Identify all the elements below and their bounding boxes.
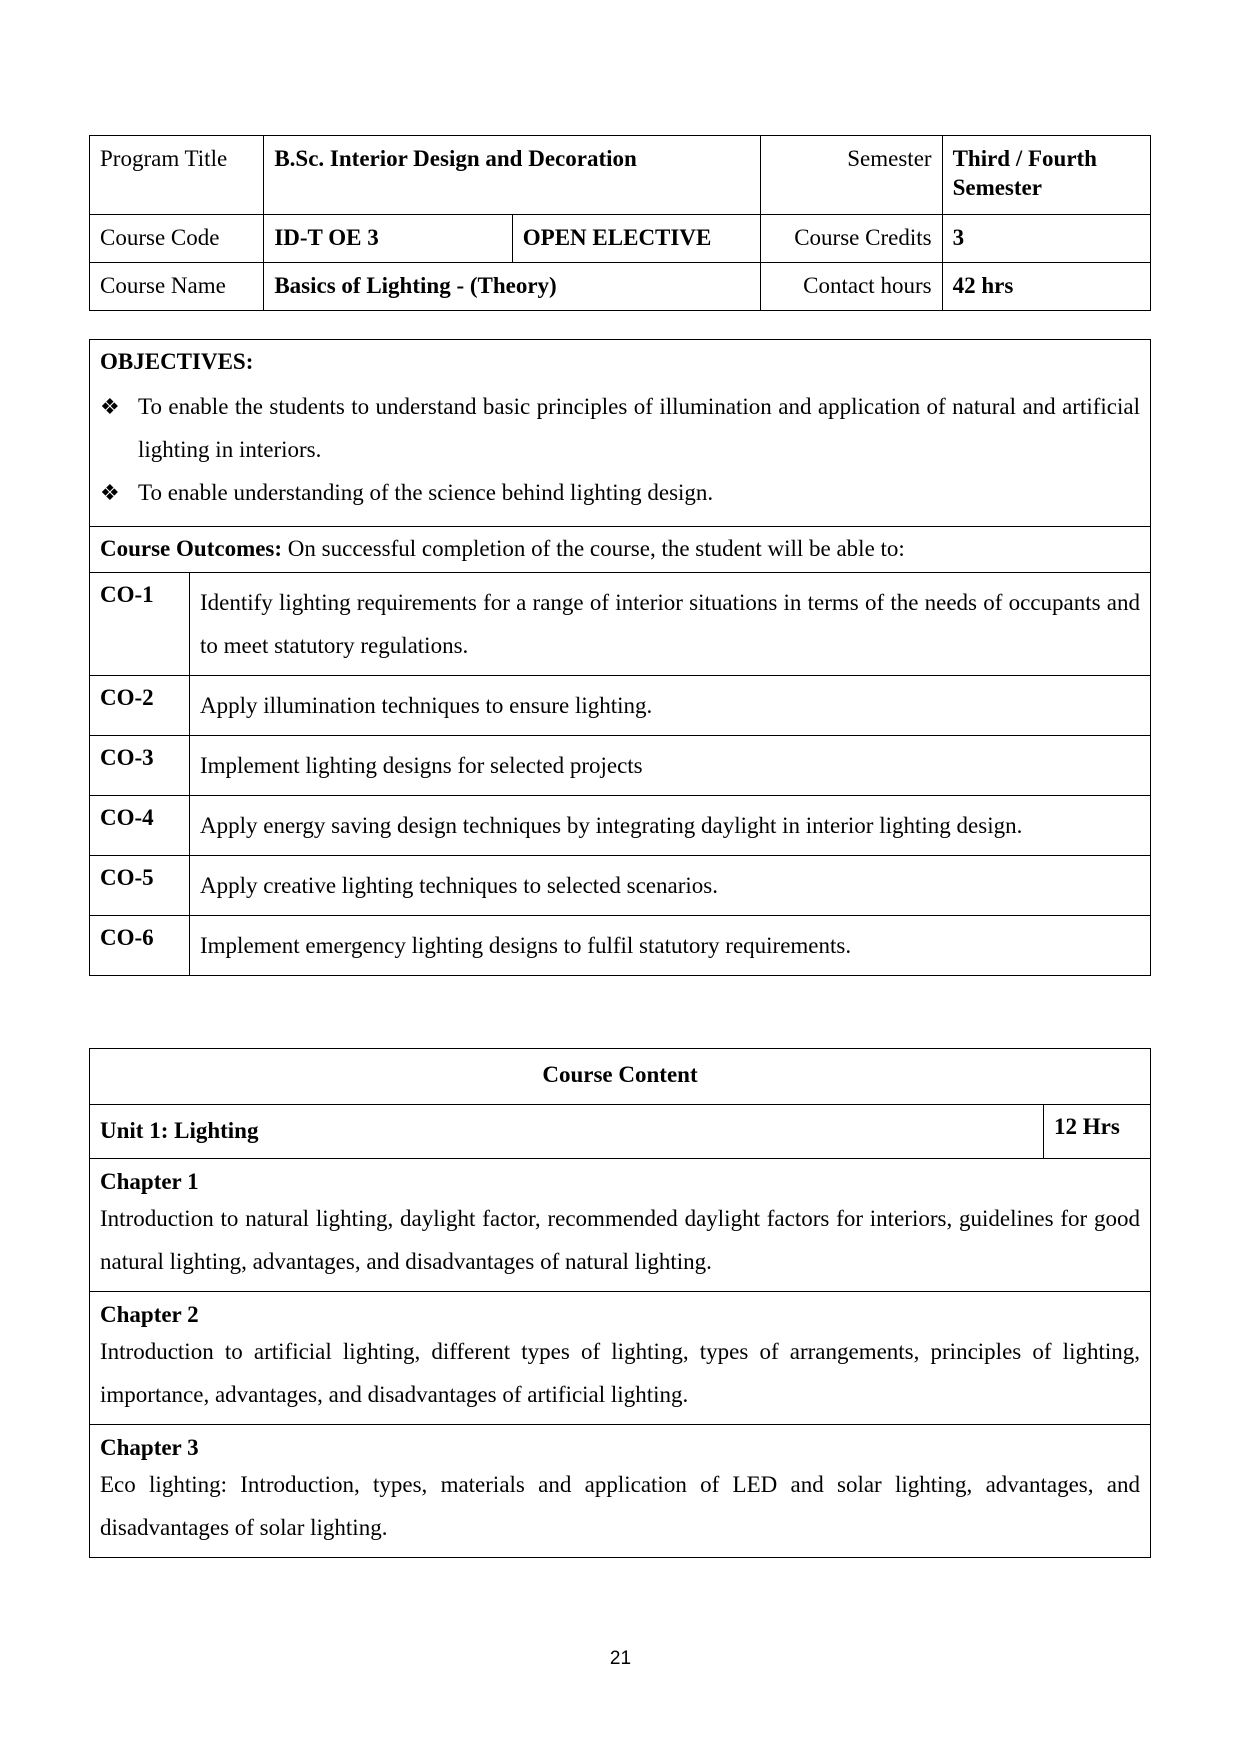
objectives-list xyxy=(100,385,1140,514)
chapter-title: Chapter 2 xyxy=(100,1301,199,1327)
contact-hours-label: Contact hours xyxy=(761,262,942,310)
outcome-row xyxy=(90,572,1151,675)
outcome-text: Apply energy saving design techniques by integrating daylight in interior lighting design. xyxy=(190,795,1151,855)
outcome-text: Apply illumination techniques to ensure lighting. xyxy=(190,675,1151,735)
chapter-title: Chapter 1 xyxy=(100,1168,199,1194)
chapter-text: Introduction to artificial lighting, different types of lighting, types of arrangements, principles of lighting, importance, advantages, and disadvantages of artificial lighting. xyxy=(100,1338,1140,1407)
chapter-cell xyxy=(90,1158,1151,1291)
outcome-row xyxy=(90,915,1151,975)
objectives-title: OBJECTIVES: xyxy=(100,349,254,374)
objectives-row xyxy=(90,340,1151,527)
program-title-row xyxy=(90,136,1151,215)
content-title-row xyxy=(90,1049,1151,1105)
outcomes-label: Course Outcomes: xyxy=(100,535,283,561)
outcome-row xyxy=(90,795,1151,855)
course-name-label: Course Name xyxy=(90,262,264,310)
course-name-value: Basics of Lighting - (Theory) xyxy=(264,262,761,310)
course-type: OPEN ELECTIVE xyxy=(512,215,760,263)
objective-text: To enable the students to understand basic principles of illumination and application of natural and artificial lighting in interiors. xyxy=(138,393,1140,462)
course-code-row xyxy=(90,215,1151,263)
outcome-row xyxy=(90,735,1151,795)
program-title-label: Program Title xyxy=(90,136,264,215)
page-number: 21 xyxy=(609,1648,632,1669)
outcome-row xyxy=(90,855,1151,915)
chapter-cell xyxy=(90,1424,1151,1557)
chapter-title: Chapter 3 xyxy=(100,1434,199,1460)
course-name-row xyxy=(90,262,1151,310)
outcome-row xyxy=(90,675,1151,735)
content-title: Course Content xyxy=(90,1049,1151,1105)
diamond-bullet-icon: ❖ xyxy=(100,393,120,419)
outcome-id: CO-6 xyxy=(90,915,190,975)
outcomes-intro-row xyxy=(90,526,1151,572)
outcome-text: Implement emergency lighting designs to fulfil statutory requirements. xyxy=(190,915,1151,975)
chapter-row xyxy=(90,1424,1151,1557)
course-header-table xyxy=(89,135,1151,311)
outcome-text: Identify lighting requirements for a range of interior situations in terms of the needs of occupants and to meet statutory regulations. xyxy=(190,572,1151,675)
objectives-cell xyxy=(90,340,1151,527)
course-credits-value: 3 xyxy=(942,215,1150,263)
chapter-row xyxy=(90,1291,1151,1424)
unit-title: Unit 1: Lighting xyxy=(90,1104,1044,1158)
course-code-label: Course Code xyxy=(90,215,264,263)
outcome-text: Apply creative lighting techniques to selected scenarios. xyxy=(190,855,1151,915)
chapter-text: Introduction to natural lighting, daylight factor, recommended daylight factors for interiors, guidelines for good natural lighting, advantages, and disadvantages of natural lighting. xyxy=(100,1205,1140,1274)
chapter-cell xyxy=(90,1291,1151,1424)
objective-item xyxy=(100,471,1140,514)
chapter-row xyxy=(90,1158,1151,1291)
outcome-text: Implement lighting designs for selected projects xyxy=(190,735,1151,795)
outcome-id: CO-3 xyxy=(90,735,190,795)
course-content-table xyxy=(89,1048,1151,1558)
outcome-id: CO-5 xyxy=(90,855,190,915)
objective-text: To enable understanding of the science behind lighting design. xyxy=(138,479,714,505)
course-code-value: ID-T OE 3 xyxy=(264,215,512,263)
semester-label: Semester xyxy=(761,136,942,215)
outcome-id: CO-1 xyxy=(90,572,190,675)
outcomes-intro-cell xyxy=(90,526,1151,572)
unit-row xyxy=(90,1104,1151,1158)
outcome-id: CO-2 xyxy=(90,675,190,735)
course-credits-label: Course Credits xyxy=(761,215,942,263)
chapter-text: Eco lighting: Introduction, types, materials and application of LED and solar lighting, advantages, and disadvantages of solar lighting. xyxy=(100,1471,1140,1540)
contact-hours-value: 42 hrs xyxy=(942,262,1150,310)
outcome-id: CO-4 xyxy=(90,795,190,855)
program-title-value: B.Sc. Interior Design and Decoration xyxy=(264,136,761,215)
objective-item xyxy=(100,385,1140,471)
diamond-bullet-icon: ❖ xyxy=(100,479,120,505)
unit-hours: 12 Hrs xyxy=(1044,1104,1151,1158)
semester-value: Third / Fourth Semester xyxy=(942,136,1150,215)
outcomes-intro: On successful completion of the course, the student will be able to: xyxy=(282,535,905,561)
objectives-outcomes-table xyxy=(89,339,1151,976)
